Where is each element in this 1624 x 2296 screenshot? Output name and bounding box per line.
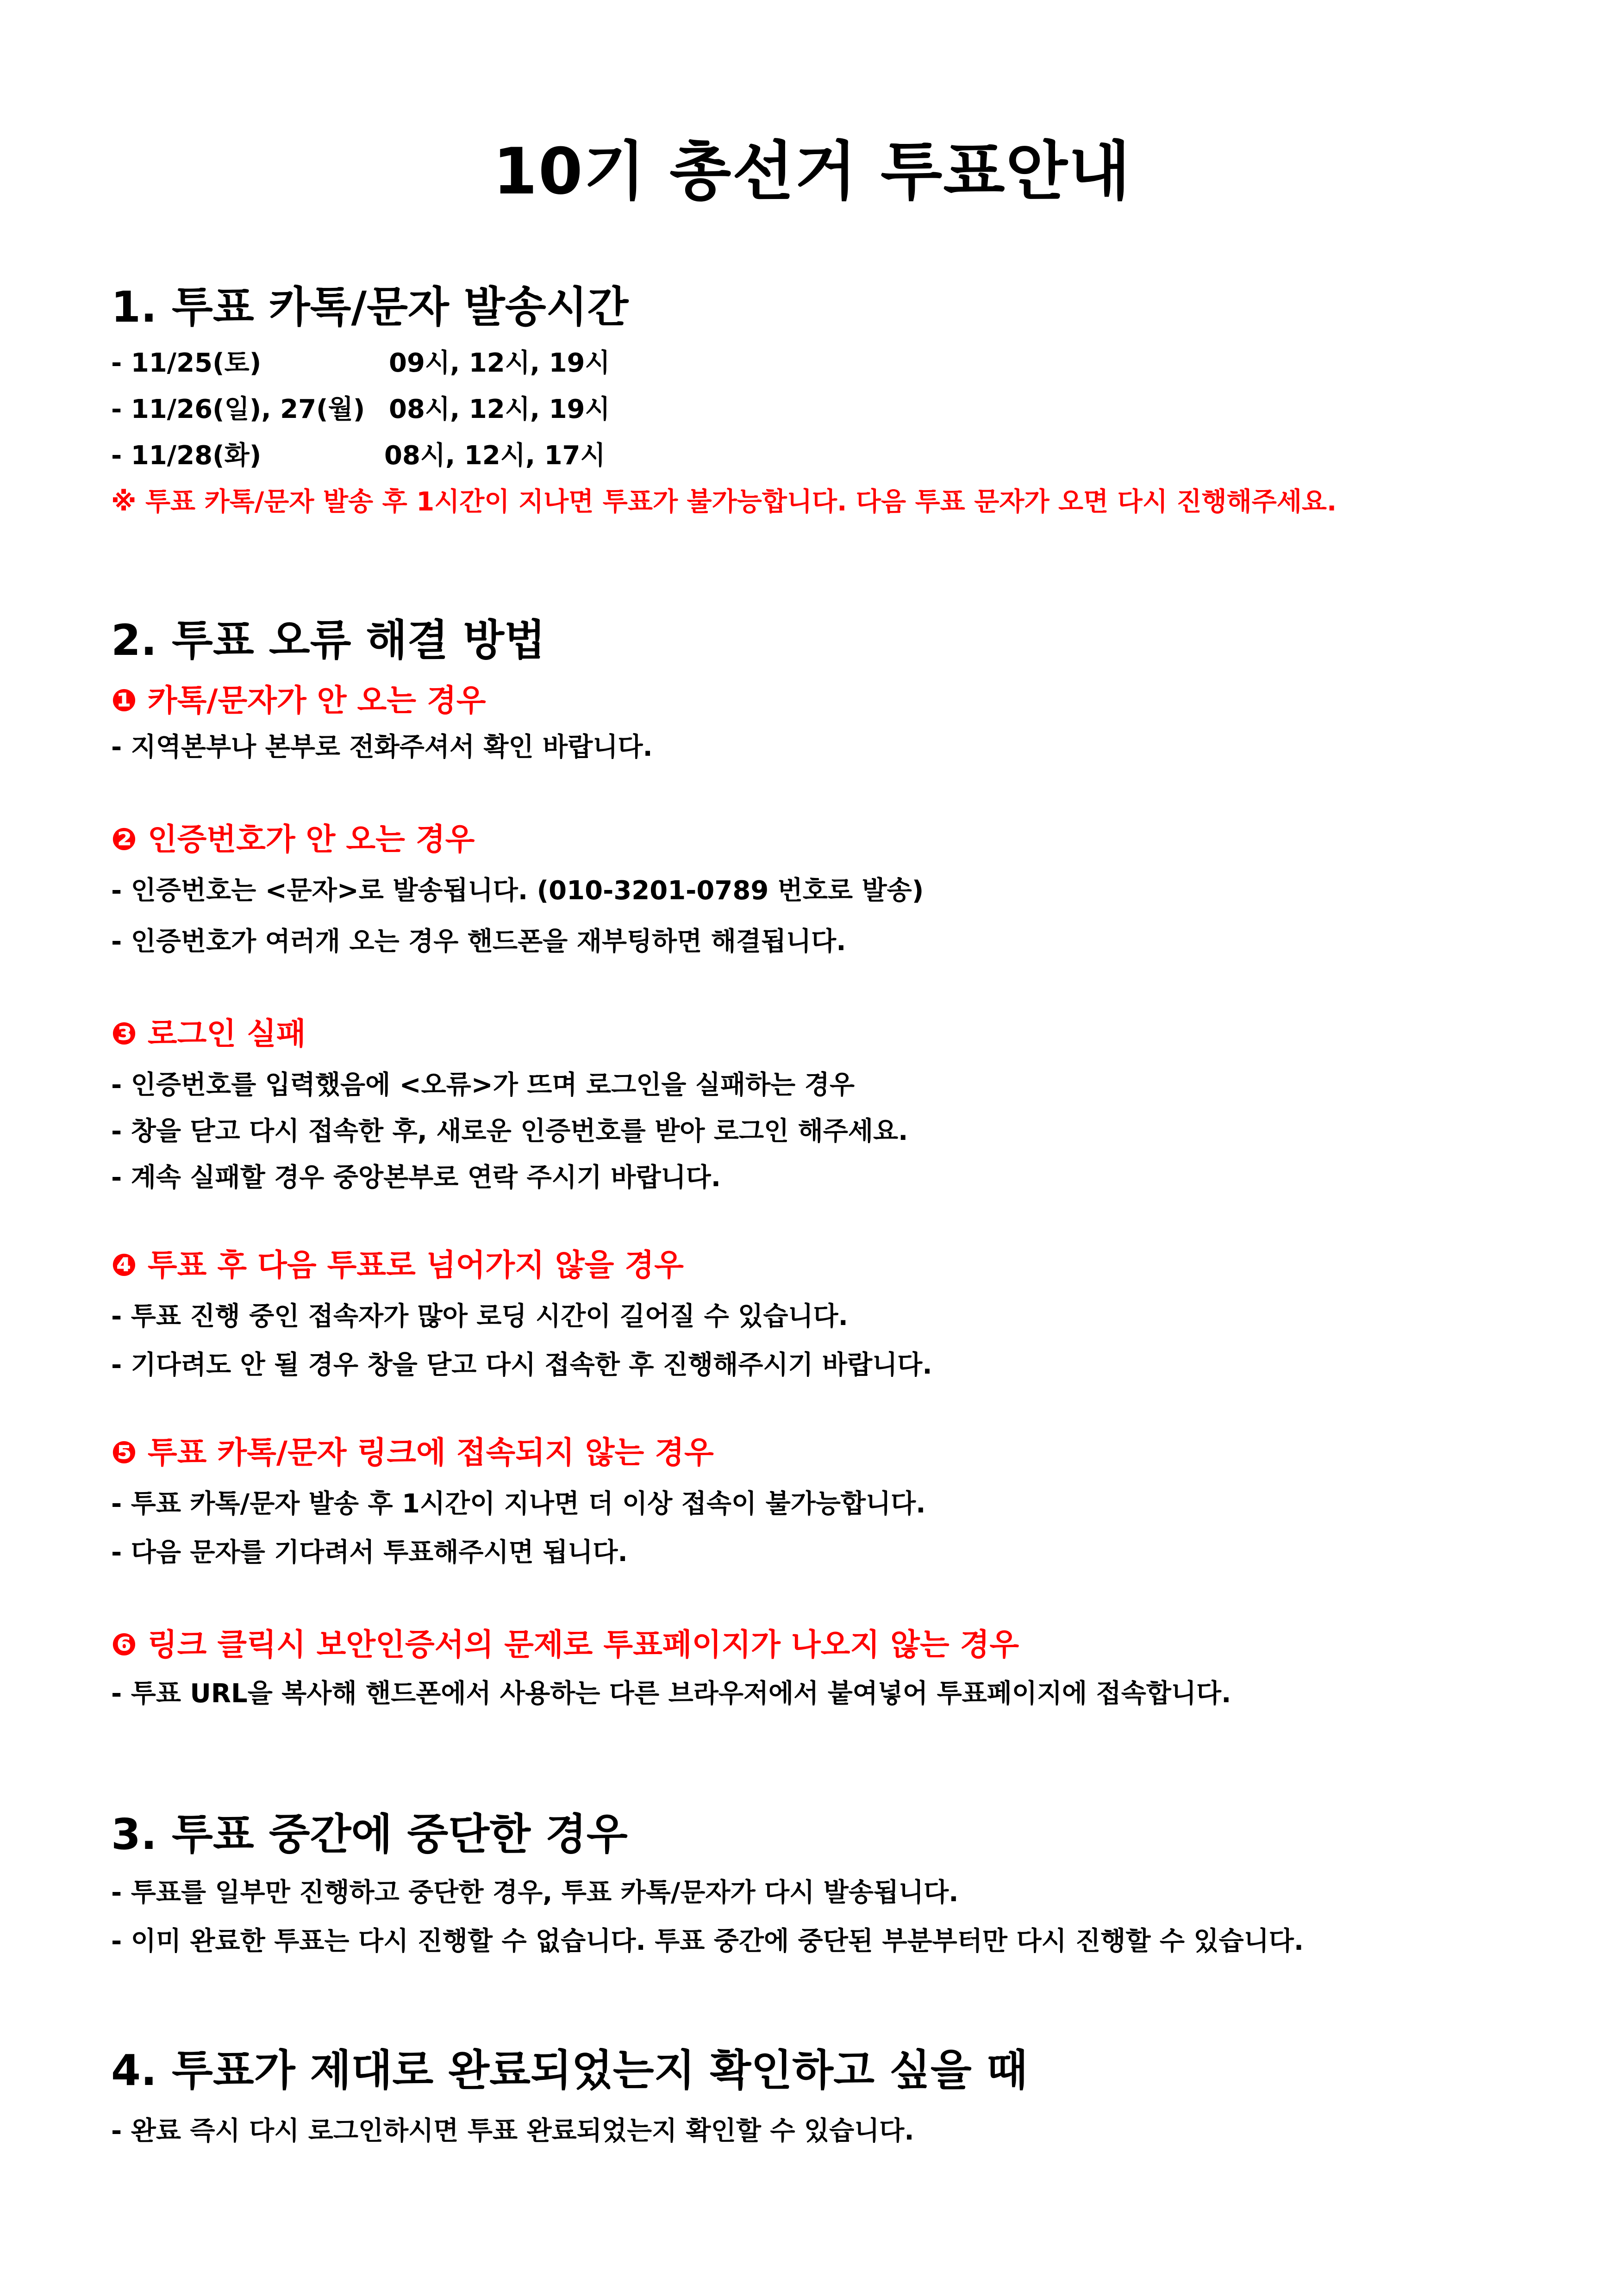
section-2-heading: 2. 투표 오류 해결 방법 <box>111 616 546 665</box>
issue-6-line: - 투표 URL을 복사해 핸드폰에서 사용하는 다른 브라우저에서 붙여넣어 투표페이지에 접속합니다. <box>111 1679 1231 1709</box>
schedule-date: - 11/25(토) <box>111 348 262 378</box>
schedule-date: - 11/26(일), 27(월) <box>111 394 365 424</box>
issue-3-line: - 인증번호를 입력했음에 <오류>가 뜨며 로그인을 실패하는 경우 <box>111 1070 855 1100</box>
issue-1-line: - 지역본부나 본부로 전화주셔서 확인 바랍니다. <box>111 732 653 762</box>
issue-5-heading: ❺ 투표 카톡/문자 링크에 접속되지 않는 경우 <box>111 1435 714 1470</box>
issue-4-line: - 투표 진행 중인 접속자가 많아 로딩 시간이 길어질 수 있습니다. <box>111 1301 848 1332</box>
schedule-times: 08시, 12시, 19시 <box>389 394 610 424</box>
section-3-line: - 이미 완료한 투표는 다시 진행할 수 없습니다. 투표 중간에 중단된 부분부터만 다시 진행할 수 있습니다. <box>111 1926 1304 1956</box>
issue-4-line: - 기다려도 안 될 경우 창을 닫고 다시 접속한 후 진행해주시기 바랍니다. <box>111 1350 932 1380</box>
section-3-heading: 3. 투표 중간에 중단한 경우 <box>111 1810 628 1859</box>
issue-3-line: - 계속 실패할 경우 중앙본부로 연락 주시기 바랍니다. <box>111 1163 721 1193</box>
issue-5-line: - 투표 카톡/문자 발송 후 1시간이 지나면 더 이상 접속이 불가능합니다. <box>111 1489 926 1519</box>
issue-2-line: - 인증번호가 여러개 오는 경우 핸드폰을 재부팅하면 해결됩니다. <box>111 927 846 957</box>
issue-2-heading: ❷ 인증번호가 안 오는 경우 <box>111 821 475 857</box>
section-4-line: - 완료 즉시 다시 로그인하시면 투표 완료되었는지 확인할 수 있습니다. <box>111 2116 914 2146</box>
issue-3-line: - 창을 닫고 다시 접속한 후, 새로운 인증번호를 받아 로그인 해주세요. <box>111 1116 908 1146</box>
section-3-line: - 투표를 일부만 진행하고 중단한 경우, 투표 카톡/문자가 다시 발송됩니다. <box>111 1878 959 1908</box>
page-title: 10기 총선거 투표안내 <box>493 134 1131 209</box>
issue-1-heading: ❶ 카톡/문자가 안 오는 경우 <box>111 683 486 718</box>
issue-4-heading: ❹ 투표 후 다음 투표로 넘어가지 않을 경우 <box>111 1247 684 1283</box>
issue-3-heading: ❸ 로그인 실패 <box>111 1016 306 1052</box>
issue-5-line: - 다음 문자를 기다려서 투표해주시면 됩니다. <box>111 1537 628 1568</box>
section-1-heading: 1. 투표 카톡/문자 발송시간 <box>111 282 629 332</box>
section-4-heading: 4. 투표가 제대로 완료되었는지 확인하고 싶을 때 <box>111 2046 1028 2095</box>
schedule-times: 08시, 12시, 17시 <box>384 441 606 471</box>
issue-2-line: - 인증번호는 <문자>로 발송됩니다. (010-3201-0789 번호로 발송) <box>111 876 924 906</box>
schedule-times: 09시, 12시, 19시 <box>389 348 610 378</box>
warning-note: ※ 투표 카톡/문자 발송 후 1시간이 지나면 투표가 불가능합니다. 다음 투표 문자가 오면 다시 진행해주세요. <box>111 487 1337 517</box>
issue-6-heading: ❻ 링크 클릭시 보안인증서의 문제로 투표페이지가 나오지 않는 경우 <box>111 1627 1019 1662</box>
schedule-date: - 11/28(화) <box>111 441 262 471</box>
